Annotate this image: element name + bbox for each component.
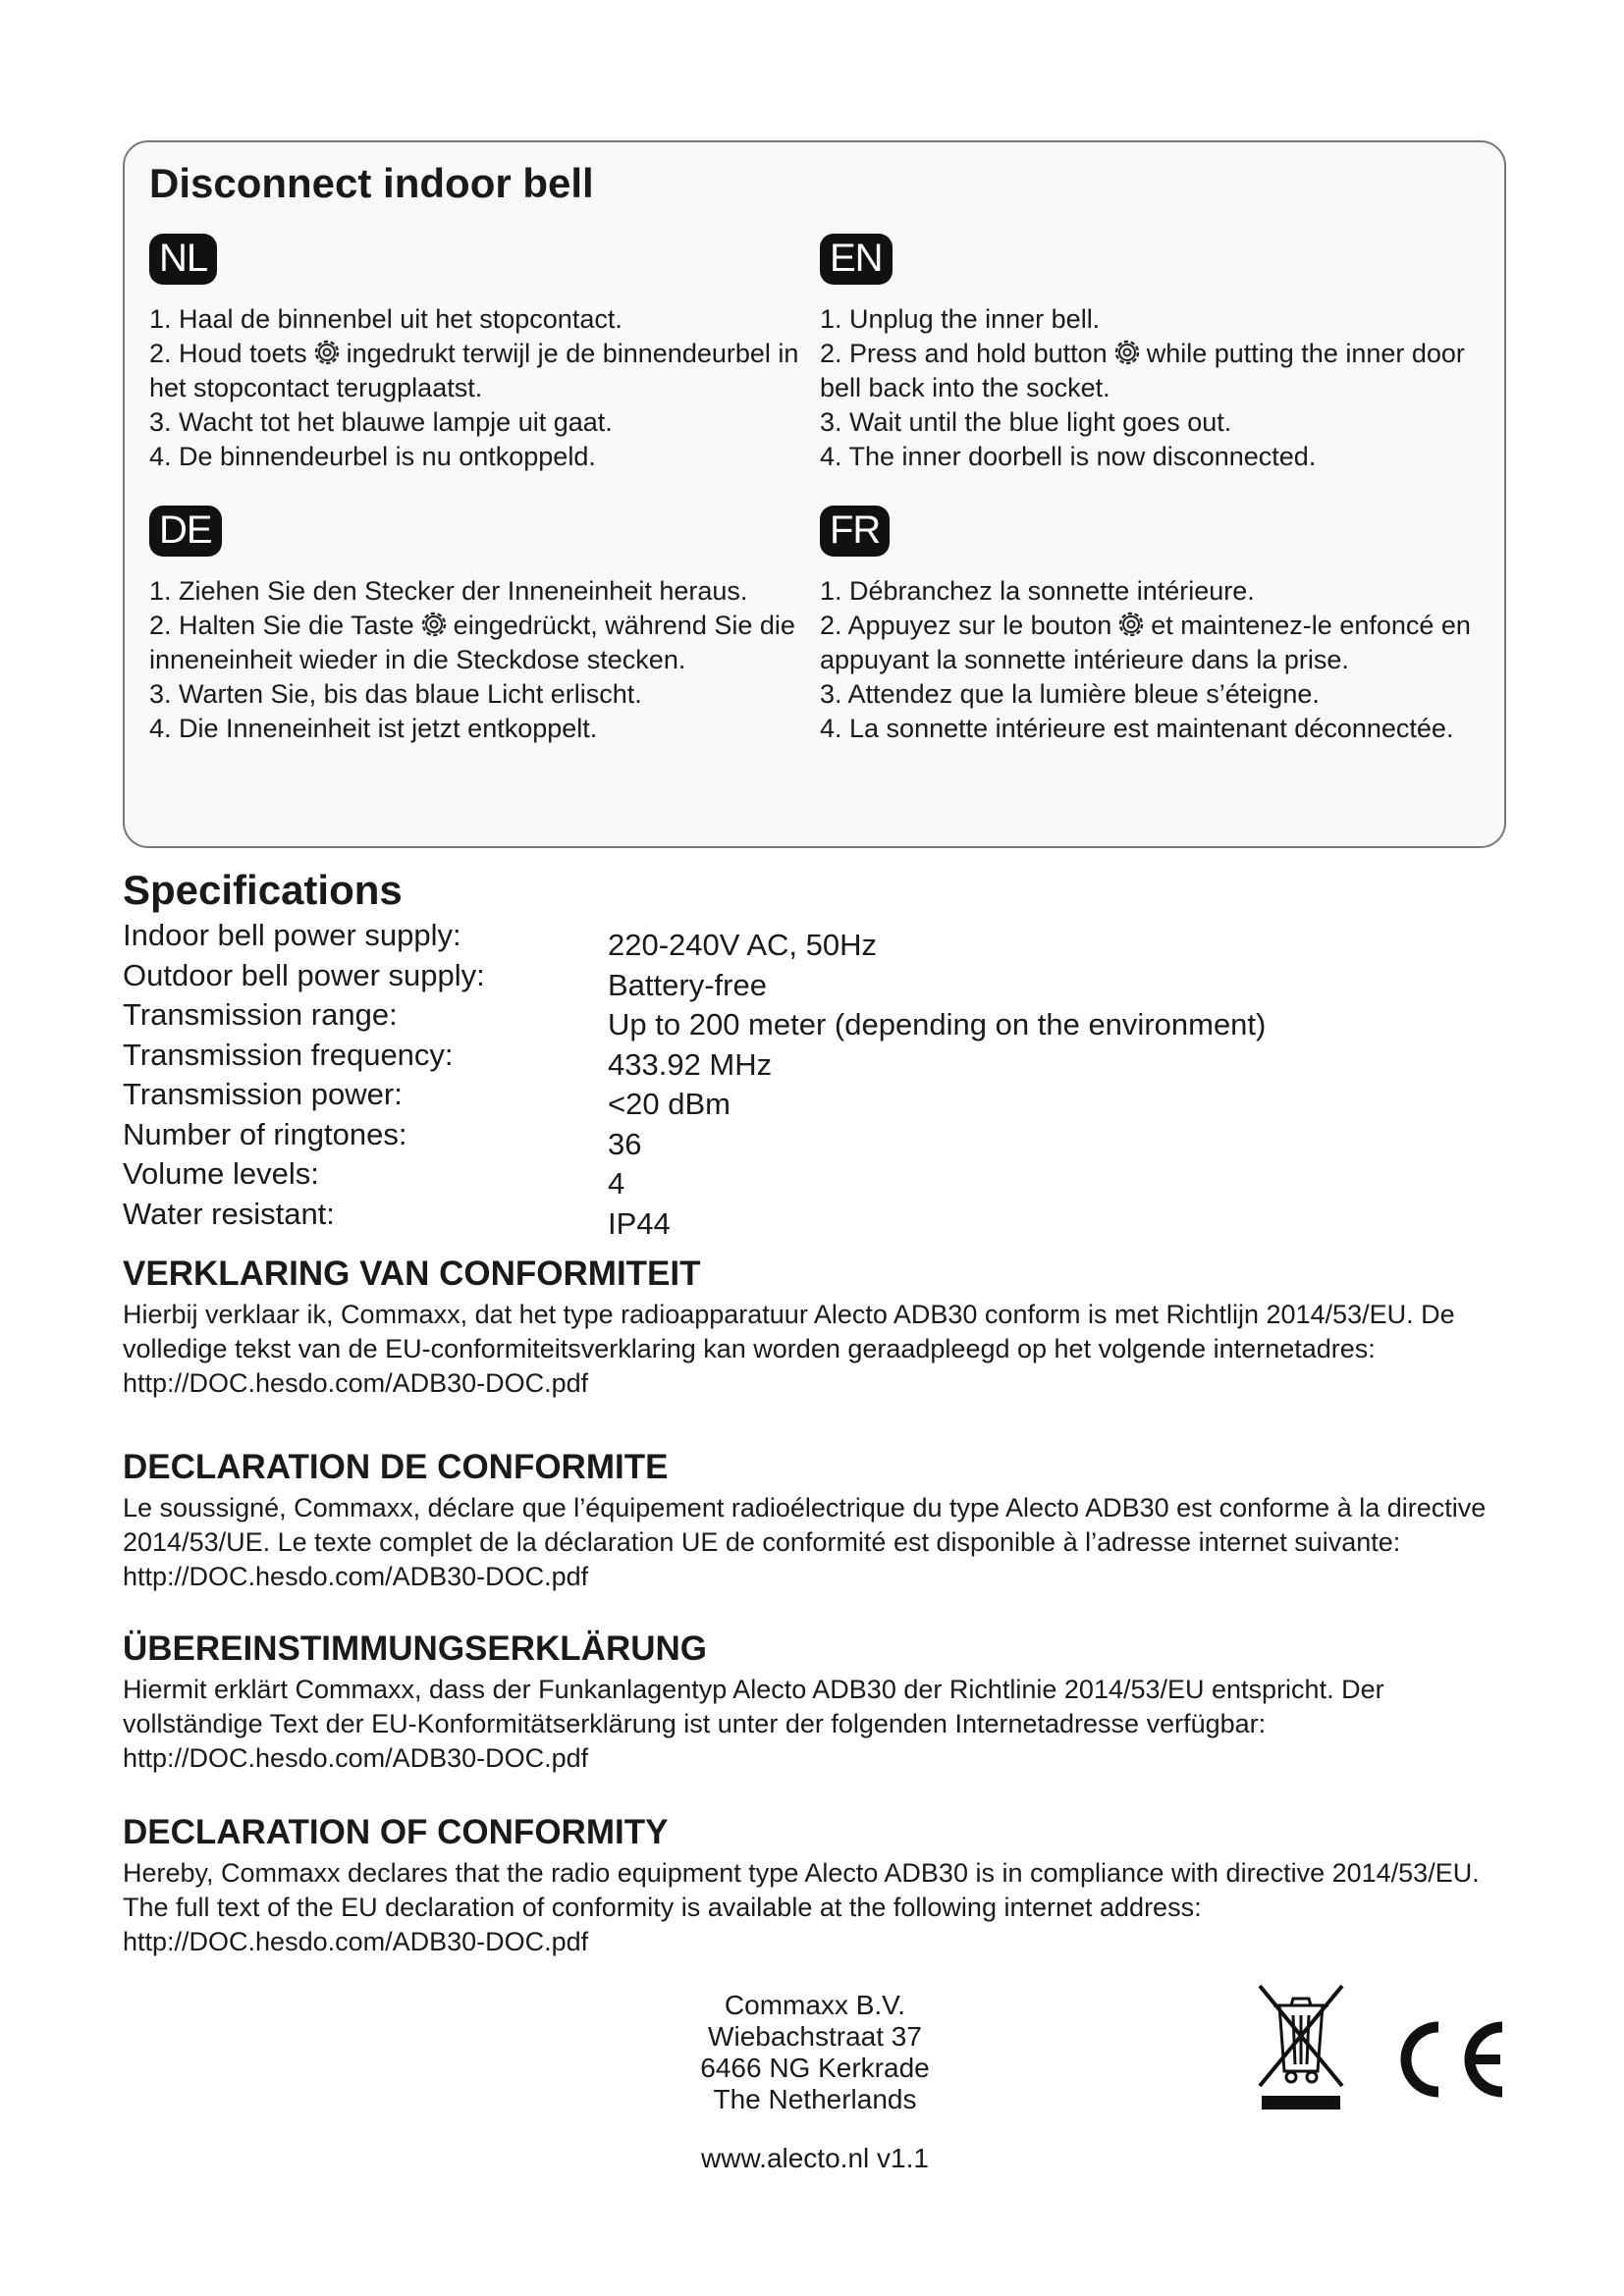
disconnect-title: Disconnect indoor bell [149, 160, 594, 206]
steps-fr [820, 574, 1473, 746]
step-4: 4. The inner doorbell is now disconnected. [820, 442, 1317, 471]
section-fr [820, 506, 1566, 746]
section-de [149, 506, 895, 746]
step-2 [820, 337, 1473, 405]
badge-de: DE [149, 506, 222, 557]
declaration-heading: DECLARATION DE CONFORMITE [123, 1448, 669, 1486]
step-4: 4. La sonnette intérieure est maintenant déconnectée. [820, 714, 1454, 743]
spec-value: <20 dBm [608, 1087, 731, 1121]
spec-row [123, 1037, 1399, 1082]
spec-label: Transmission power: [123, 1077, 403, 1111]
country: The Netherlands [713, 2084, 917, 2114]
step-1: 1. Haal de binnenbel uit het stopcontact. [149, 304, 623, 334]
spec-value: Up to 200 meter (depending on the environment) [608, 1007, 1267, 1041]
step-2 [820, 609, 1473, 677]
spec-label: Outdoor bell power supply: [123, 957, 485, 992]
steps-en [820, 302, 1473, 474]
step-1: 1. Unplug the inner bell. [820, 304, 1101, 334]
spec-value: IP44 [608, 1205, 671, 1241]
spec-value: 433.92 MHz [608, 1046, 773, 1082]
gear-icon [1111, 337, 1143, 368]
company-address [609, 1990, 1021, 2115]
badge-en: EN [820, 234, 893, 285]
steps-nl [149, 302, 802, 474]
step-2-end: eingedrückt, während Sie die inneneinheit wieder in die Steckdose stecken. [149, 611, 795, 674]
spec-row [123, 1116, 1399, 1161]
ce-mark [1384, 2015, 1512, 2104]
website-version: www.alecto.nl v1.1 [701, 2143, 929, 2173]
city: 6466 NG Kerkrade [700, 2053, 930, 2083]
declaration-nl [123, 1255, 1527, 1401]
spec-row [123, 957, 1399, 1002]
spec-value: 36 [608, 1126, 642, 1161]
gear-icon [311, 337, 343, 368]
spec-row [123, 918, 1399, 962]
step-1: 1. Ziehen Sie den Stecker der Inneneinheit heraus. [149, 576, 748, 606]
badge-fr: FR [820, 506, 890, 557]
spec-label: Transmission range: [123, 997, 398, 1032]
step-2-end: ingedrukt terwijl je de binnendeurbel in het stopcontact terugplaatst. [149, 339, 799, 402]
step-2 [149, 337, 802, 405]
step-2-end: et maintenez-le enfoncé en appuyant la sonnette intérieure dans la prise. [820, 611, 1471, 674]
step-2-start: 2. Appuyez sur le bouton [820, 611, 1112, 640]
specifications-title: Specifications [123, 867, 403, 913]
step-1: 1. Débranchez la sonnette intérieure. [820, 576, 1255, 606]
step-4: 4. Die Inneneinheit ist jetzt entkoppelt. [149, 714, 598, 743]
step-2-start: 2. Houd toets [149, 339, 307, 368]
step-2-start: 2. Press and hold button [820, 339, 1108, 368]
declaration-text: Hereby, Commaxx declares that the radio equipment type Alecto ADB30 is in compliance with directive 2014/53/EU. The full text of the EU declaration of conformity is available at the following internet address: http://DOC.hesdo.com/ADB30-DOC.pdf [123, 1858, 1480, 1956]
declaration-heading: VERKLARING VAN CONFORMITEIT [123, 1255, 701, 1293]
step-4: 4. De binnendeurbel is nu ontkoppeld. [149, 442, 596, 471]
step-2-end: while putting the inner door bell back into the socket. [820, 339, 1465, 402]
step-3: 3. Wacht tot het blauwe lampje uit gaat. [149, 407, 613, 437]
declaration-text: Hiermit erklärt Commaxx, dass der Funkanlagentyp Alecto ADB30 der Richtlinie 2014/53/EU entspricht. Der vollständige Text der EU-Konformitätserklärung ist unter der folgenden Internetadresse verfügbar: http://DOC.hesdo.com/ADB30-DOC.pdf [123, 1675, 1384, 1773]
step-2-start: 2. Halten Sie die Taste [149, 611, 414, 640]
spec-row [123, 1077, 1399, 1121]
company-name: Commaxx B.V. [724, 1990, 906, 2020]
step-3: 3. Wait until the blue light goes out. [820, 407, 1232, 437]
declaration-heading: DECLARATION OF CONFORMITY [123, 1813, 669, 1851]
gear-icon [418, 609, 450, 640]
spec-label: Indoor bell power supply: [123, 918, 461, 952]
spec-label: Transmission frequency: [123, 1037, 454, 1072]
gear-icon [1115, 609, 1147, 640]
step-3: 3. Warten Sie, bis das blaue Licht erlischt. [149, 679, 642, 709]
spec-label: Volume levels: [123, 1156, 319, 1191]
section-nl [149, 234, 895, 474]
declaration-en [123, 1813, 1527, 1959]
spec-row [123, 1196, 1399, 1241]
declaration-de [123, 1629, 1527, 1776]
specifications-table [123, 918, 1399, 1241]
declaration-heading: ÜBEREINSTIMMUNGSERKLÄRUNG [123, 1629, 707, 1668]
spec-value: Battery-free [608, 967, 767, 1002]
badge-nl: NL [149, 234, 217, 285]
declaration-fr [123, 1448, 1527, 1594]
spec-row [123, 1156, 1399, 1201]
spec-row [123, 997, 1399, 1041]
crossed-bin-icon [1252, 1968, 1350, 2110]
steps-de [149, 574, 802, 746]
street: Wiebachstraat 37 [708, 2021, 922, 2052]
step-3: 3. Attendez que la lumière bleue s’éteigne. [820, 679, 1320, 709]
spec-label: Water resistant: [123, 1196, 335, 1231]
spec-value: 220-240V AC, 50Hz [608, 928, 878, 962]
spec-label: Number of ringtones: [123, 1116, 407, 1151]
section-en [820, 234, 1566, 474]
spec-value: 4 [608, 1166, 625, 1201]
step-2 [149, 609, 802, 677]
declaration-text: Le soussigné, Commaxx, déclare que l’équipement radioélectrique du type Alecto ADB30 est conforme à la directive 2014/53/UE. Le texte complet de la déclaration UE de conformité est disponible à l’adresse internet suivante: http://DOC.hesdo.com/ADB30-DOC.pdf [123, 1493, 1487, 1591]
declaration-text: Hierbij verklaar ik, Commaxx, dat het type radioapparatuur Alecto ADB30 conform is met Richtlijn 2014/53/EU. De volledige tekst van de EU-conformiteitsverklaring kan worden geraadpleegd op het volgende internetadres: http://DOC.hesdo.com/ADB30-DOC.pdf [123, 1300, 1455, 1398]
